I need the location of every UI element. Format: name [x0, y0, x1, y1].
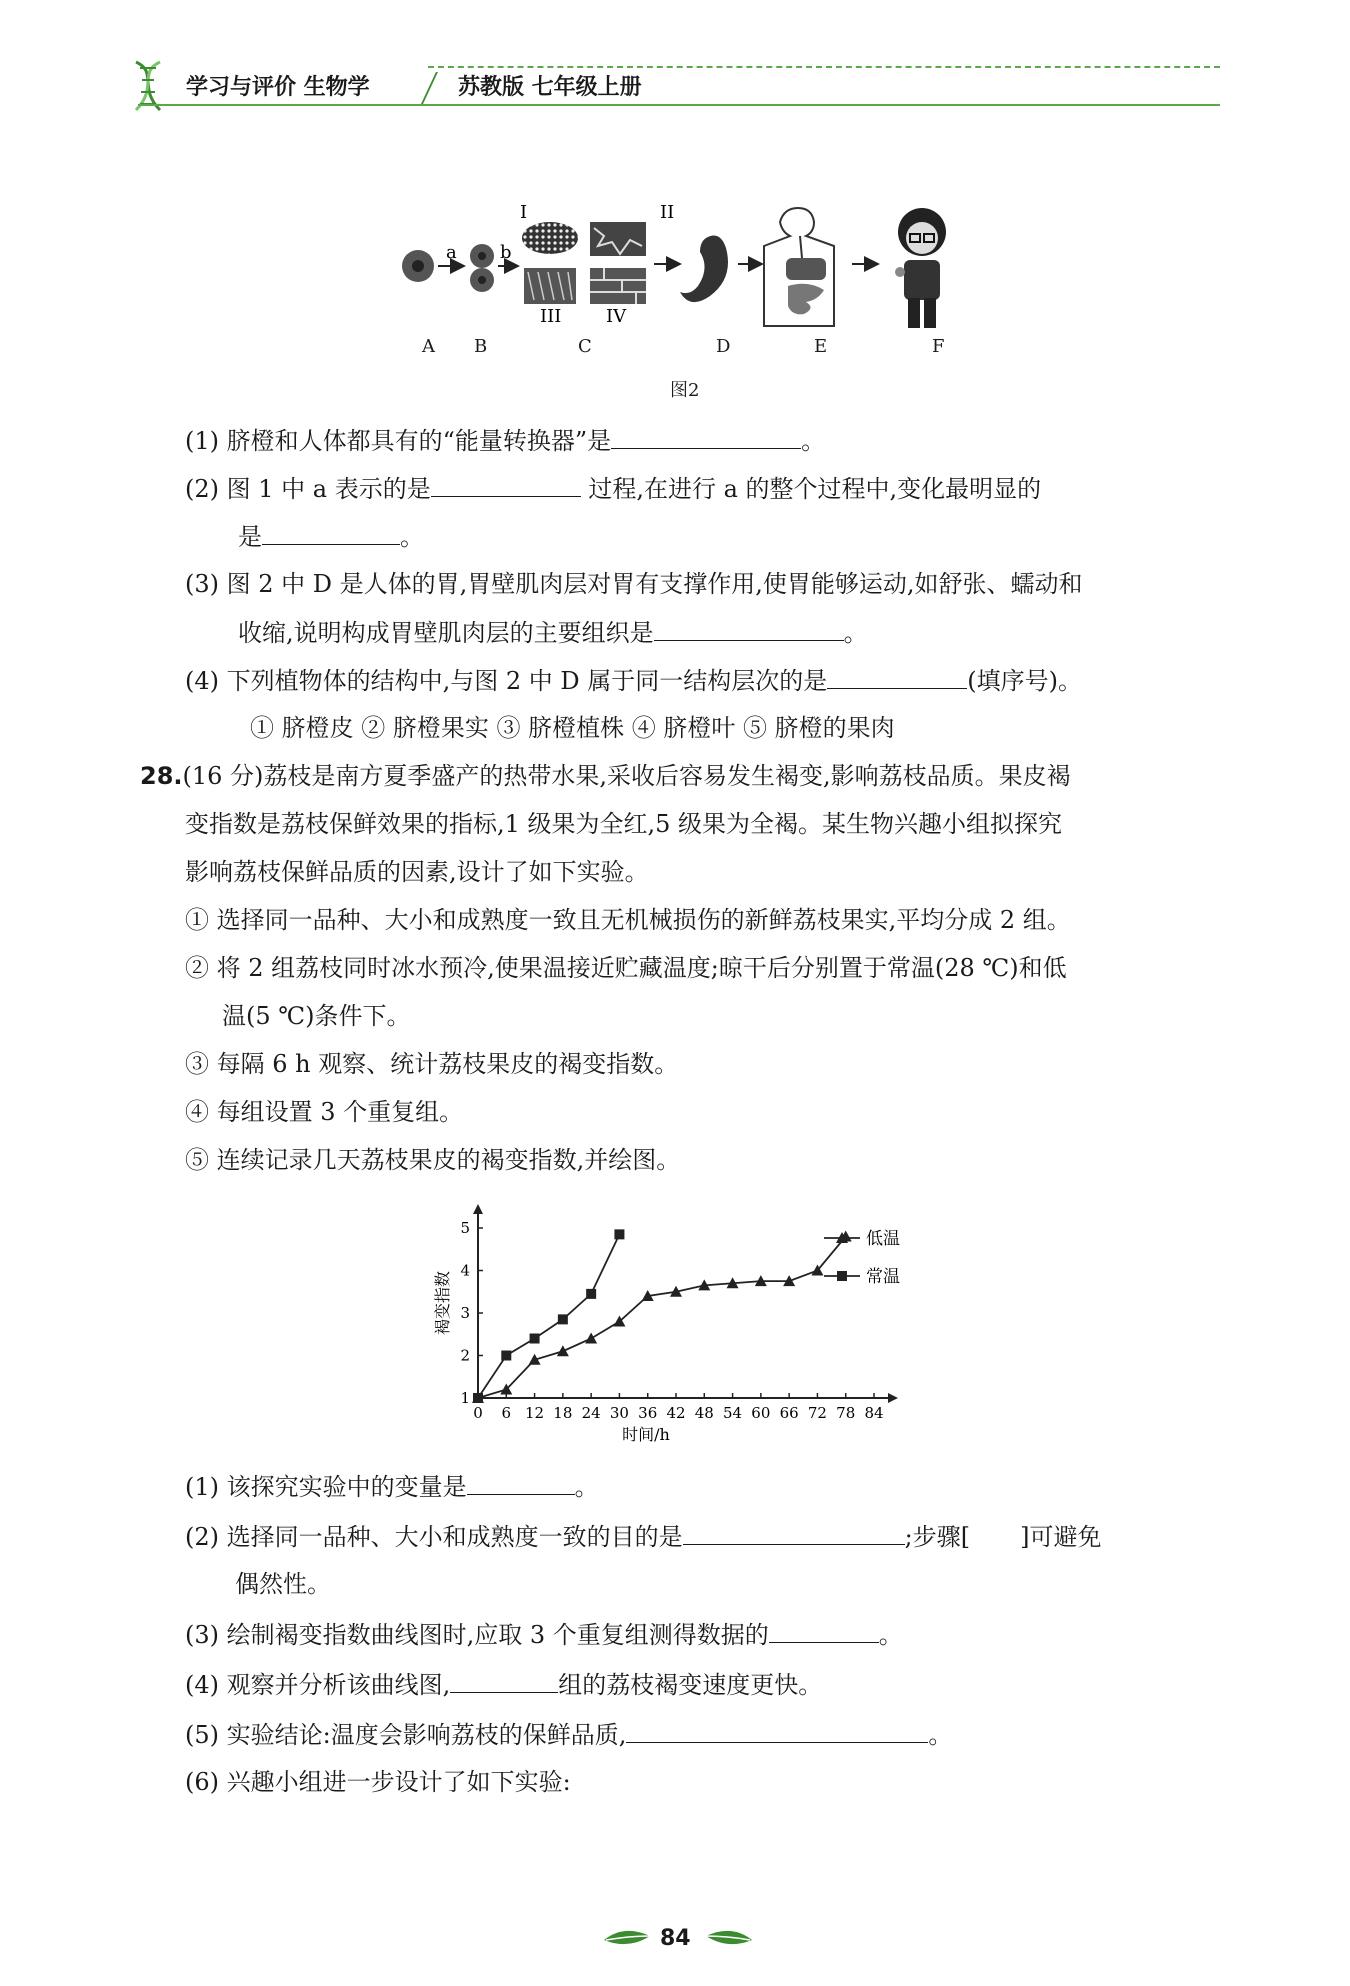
header-dashed-line: [428, 66, 1220, 68]
answer-blank[interactable]: [769, 1618, 879, 1643]
q28-intro-line3: 影响荔枝保鲜品质的因素,设计了如下实验。: [185, 858, 649, 886]
answer-blank[interactable]: [450, 1668, 558, 1693]
q28-answer3: (3) 绘制褐变指数曲线图时,应取 3 个重复组测得数据的 。: [185, 1618, 903, 1651]
y-tick-label: 4: [460, 1261, 470, 1280]
x-tick-label: 60: [751, 1404, 771, 1422]
y-tick-label: 3: [460, 1304, 470, 1322]
answer-blank[interactable]: [431, 472, 581, 497]
y-axis-label: 褐变指数: [433, 1270, 452, 1336]
data-point-square: [473, 1393, 483, 1403]
x-tick-label: 84: [864, 1404, 884, 1422]
q28-intro-line2: 变指数是荔枝保鲜效果的指标,1 级果为全红,5 级果为全褐。某生物兴趣小组拟探究: [185, 810, 1063, 838]
series-line-0: [478, 1237, 846, 1399]
svg-text:IV: IV: [606, 306, 627, 327]
legend-label: 低温: [866, 1229, 900, 1249]
browning-index-chart: [420, 1200, 940, 1460]
label-e: E: [814, 336, 828, 357]
q28-intro: 28.(16 分)荔枝是南方夏季盛产的热带水果,采收后容易发生褐变,影响荔枝品质。果皮褐: [140, 762, 1071, 790]
series-line-1: [478, 1234, 619, 1398]
leaf-left-icon: [600, 1922, 656, 1952]
leaf-right-icon: [700, 1922, 756, 1952]
page-footer: [600, 1920, 760, 1960]
arrow-b-label: b: [500, 242, 512, 263]
label-d: D: [716, 336, 731, 357]
answer-blank[interactable]: [467, 1470, 575, 1495]
stomach-icon: [680, 236, 728, 303]
q27-part4: (4) 下列植物体的结构中,与图 2 中 D 属于同一结构层次的是 (填序号)。: [185, 664, 1082, 697]
digestive-system-icon: [764, 208, 834, 326]
header-underline: [138, 104, 1220, 106]
x-tick-label: 36: [638, 1404, 658, 1422]
q28-step2-cont: 温(5 ℃)条件下。: [222, 1002, 411, 1030]
data-point-square: [530, 1334, 540, 1344]
x-axis-label: 时间/h: [622, 1425, 670, 1444]
x-tick-label: 30: [609, 1404, 629, 1422]
q27-part2-cont: 是 。: [238, 520, 424, 553]
q28-answer1: (1) 该探究实验中的变量是 。: [185, 1470, 599, 1503]
x-tick-label: 0: [473, 1404, 483, 1422]
page-header: [128, 58, 1220, 110]
book-title: 学习与评价 生物学: [186, 75, 370, 100]
x-tick-label: 66: [779, 1404, 799, 1422]
q28-step2: ② 将 2 组荔枝同时冰水预冷,使果温接近贮藏温度;晾干后分别置于常温(28 ℃)和低: [185, 954, 1067, 982]
chart-svg: [420, 1200, 940, 1460]
data-point-square: [558, 1314, 568, 1324]
x-axis-arrow: [888, 1393, 898, 1403]
q28-answer2-cont: 偶然性。: [235, 1570, 331, 1598]
x-tick-label: 18: [553, 1404, 573, 1422]
q27-options: ① 脐橙皮 ② 脐橙果实 ③ 脐橙植株 ④ 脐橙叶 ⑤ 脐橙的果肉: [250, 714, 895, 742]
answer-blank[interactable]: [626, 1718, 928, 1743]
answer-blank[interactable]: [827, 664, 967, 689]
legend-marker: [837, 1271, 847, 1281]
data-point-triangle: [585, 1333, 597, 1344]
figure-2-labels: [390, 336, 990, 360]
q28-step4: ④ 每组设置 3 个重复组。: [185, 1098, 464, 1126]
answer-blank[interactable]: [262, 520, 400, 545]
x-tick-label: 6: [501, 1404, 512, 1422]
legend-label: 常温: [866, 1267, 900, 1287]
cell-b-icon: [470, 244, 494, 292]
q27-part1: (1) 脐橙和人体都具有的“能量转换器”是 。: [185, 424, 825, 457]
question-number: 28.: [140, 762, 183, 790]
answer-blank[interactable]: [654, 616, 844, 641]
q28-step1: ① 选择同一品种、大小和成熟度一致且无机械损伤的新鲜荔枝果实,平均分成 2 组。: [185, 906, 1071, 934]
x-tick-label: 78: [836, 1404, 856, 1422]
page-number: 84: [660, 1926, 691, 1951]
answer-blank[interactable]: [611, 424, 801, 449]
data-point-square: [614, 1229, 624, 1239]
q27-part3: (3) 图 2 中 D 是人体的胃,胃壁肌肉层对胃有支撑作用,使胃能够运动,如舒张、蠕动和: [185, 570, 1083, 598]
label-a: A: [422, 336, 435, 357]
q27-part2: (2) 图 1 中 a 表示的是 过程,在进行 a 的整个过程中,变化最明显的: [185, 472, 1041, 505]
x-tick-label: 48: [694, 1404, 714, 1422]
figure-2: [390, 198, 990, 398]
q28-step5: ⑤ 连续记录几天荔枝果皮的褐变指数,并绘图。: [185, 1146, 681, 1174]
x-tick-label: 72: [807, 1404, 827, 1422]
answer-blank[interactable]: [683, 1520, 905, 1545]
x-tick-label: 42: [666, 1404, 686, 1422]
arrow-a-label: a: [446, 242, 457, 263]
q28-step3: ③ 每隔 6 h 观察、统计荔枝果皮的褐变指数。: [185, 1050, 679, 1078]
q28-answer5: (5) 实验结论:温度会影响荔枝的保鲜品质, 。: [185, 1718, 952, 1751]
q27-part3-cont: 收缩,说明构成胃壁肌肉层的主要组织是 。: [238, 616, 868, 649]
cell-a-icon: [402, 250, 434, 282]
label-f: F: [932, 336, 945, 357]
label-c: C: [578, 336, 592, 357]
y-axis-arrow: [473, 1204, 483, 1214]
q28-answer2: (2) 选择同一品种、大小和成熟度一致的目的是 ;步骤[ ]可避免: [185, 1520, 1101, 1553]
y-tick-label: 2: [460, 1346, 470, 1365]
q28-answer6: (6) 兴趣小组进一步设计了如下实验:: [185, 1768, 571, 1796]
label-b: B: [474, 336, 488, 357]
svg-text:I: I: [520, 202, 528, 223]
x-tick-label: 12: [525, 1404, 545, 1422]
x-tick-label: 24: [581, 1404, 601, 1422]
data-point-square: [586, 1289, 596, 1299]
svg-text:II: II: [660, 202, 675, 223]
header-divider: [420, 72, 438, 106]
y-tick-label: 5: [460, 1219, 470, 1237]
svg-text:III: III: [540, 306, 562, 327]
person-icon: [895, 208, 946, 328]
data-point-square: [501, 1351, 511, 1361]
figure-2-caption: 图2: [670, 380, 700, 401]
x-tick-label: 54: [723, 1404, 743, 1422]
q28-answer4: (4) 观察并分析该曲线图, 组的荔枝褐变速度更快。: [185, 1668, 822, 1701]
y-tick-label: 1: [460, 1389, 470, 1407]
book-edition: 苏教版 七年级上册: [458, 75, 642, 100]
data-point-triangle: [557, 1345, 569, 1356]
tissues-c-icon: [520, 202, 674, 327]
